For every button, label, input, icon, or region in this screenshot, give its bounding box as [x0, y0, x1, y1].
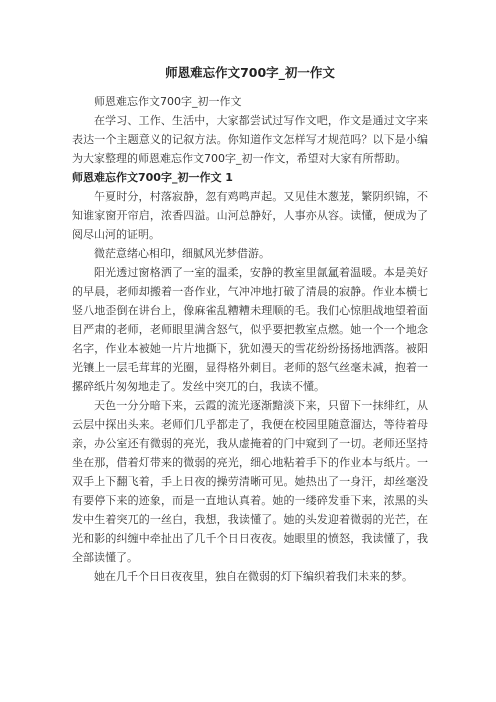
section-heading: 师恩难忘作文700字_初一作文 1	[72, 171, 233, 184]
body-paragraph: 微茫意绪心相印，细腻风光梦借游。	[94, 247, 270, 260]
intro-paragraph: 在学习、工作、生活中，大家都尝试过写作文吧，作文是通过文字来表达一个主题意义的记叙方法。你知道作文怎样写才规范吗？以下是小编为大家整理的师恩难忘作文700字_初一作文，希望对大家有所帮助。	[72, 114, 428, 165]
document-title: 师恩难忘作文700字_初一作文	[165, 65, 335, 80]
body-paragraph: 午夏时分，村落寂静，忽有鸡鸣声起。又见佳木葱茏，繁阴织锦，不知谁家窗开帘启，浓香四溢。山河总静好，人事亦从容。读懂，便成为了阅尽山河的证明。	[72, 190, 428, 241]
body-paragraph: 天色一分分暗下来，云霞的流光逐渐黯淡下来，只留下一抹绯红，从云层中探出头来。老师们几乎都走了，我便在校园里随意溜达，等待着母亲，办公室还有微弱的亮光，我从虚掩着的门中窥到了一切。老师还坚持坐在那，借着灯带来的微弱的亮光，细心地粘着手下的作业本与纸片。一双手上下翻飞着，手上日夜的操劳清晰可见。她热出了一身汗，却丝毫没有要停下来的迹象，而是一直地认真着。她的一缕碎发垂下来，浓黑的头发中生着突兀的一丝白，我想，我读懂了。她的头发迎着微弱的光芒，在光和影的纠缠中牵扯出了几千个日日夜夜。她眼里的愤怒，我读懂了，我全部读懂了。	[72, 399, 428, 564]
body-paragraph: 她在几千个日日夜夜里，独自在微弱的灯下编织着我们未来的梦。	[94, 570, 413, 583]
intro-paragraph: 师恩难忘作文700字_初一作文	[94, 95, 242, 108]
body-paragraph: 阳光透过窗格洒了一室的温柔，安静的教室里氤氲着温暖。本是美好的早晨，老师却搬着一沓作业，气冲冲地打破了清晨的寂静。作业本横七竖八地歪倒在讲台上，像麻雀乱糟糟未理顺的毛。我们心惊胆战地望着面目严肃的老师，老师眼里满含怒气，似乎要把教室点燃。她一个一个地念名字，作业本被她一片片地撕下，犹如漫天的雪花纷纷扬扬地洒落。被阳光镶上一层毛茸茸的光圈，显得格外刺目。老师的怒气丝毫未减，抱着一摞碎纸片匆匆地走了。发丝中突兀的白，我读不懂。	[72, 266, 428, 393]
